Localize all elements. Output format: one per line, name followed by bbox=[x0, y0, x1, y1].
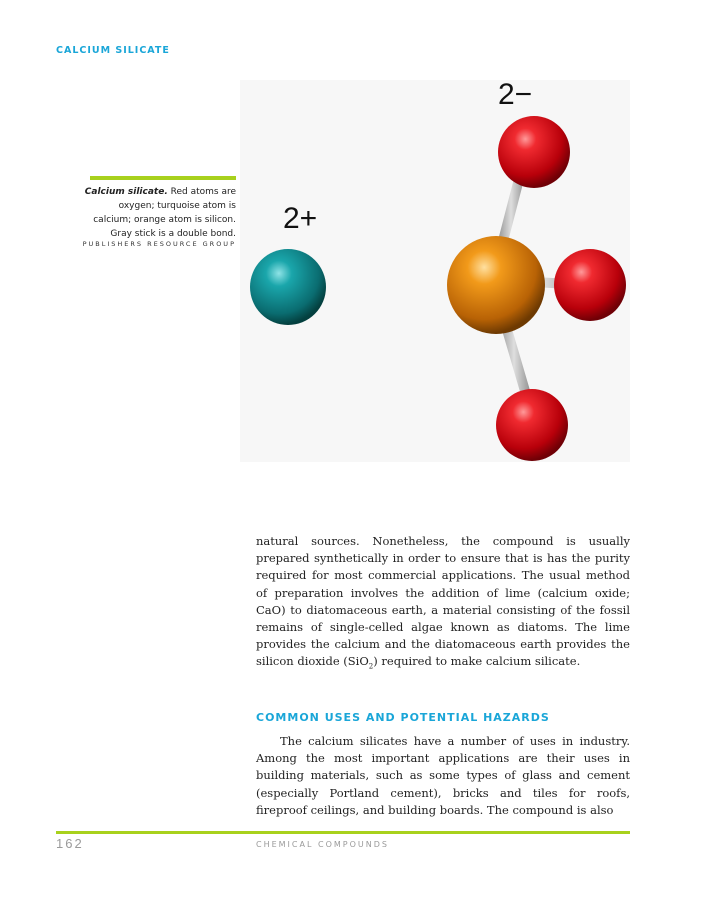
oxygen-atom-bottom bbox=[496, 389, 568, 461]
footer-rule bbox=[56, 831, 630, 834]
cation-charge: 2+ bbox=[283, 202, 318, 235]
caption-text: Red atoms are oxygen; turquoise atom is calcium; orange atom is silicon. Gray stick is a double bond. bbox=[93, 187, 236, 239]
book-title: CHEMICAL COMPOUNDS bbox=[256, 840, 389, 849]
paragraph-1-text-b: ) required to make calcium silicate. bbox=[373, 654, 581, 669]
paragraph-1-text-a: natural sources. Nonetheless, the compound is usually prepared synthetically in order to ensure that is has the purity required for most commercial applications. The usual method of preparation involves the addition of lime (calcium oxide; CaO) to diatomaceous earth, a material consisting of the fossil remains of single-celled algae known as diatoms. The lime provides the calcium and the diatomaceous earth provides the silicon dioxide (SiO bbox=[256, 534, 630, 669]
caption-lead: Calcium silicate. bbox=[84, 187, 168, 197]
silicon-atom bbox=[447, 236, 545, 334]
body-paragraph-2: The calcium silicates have a number of uses in industry. Among the most important applications are their uses in building materials, such as some types of glass and cement (especially Portland cement), bricks and tiles for roofs, fireproof ceilings, and building boards. The compound is also bbox=[256, 734, 630, 817]
molecule-diagram bbox=[240, 80, 630, 462]
running-head: CALCIUM SILICATE bbox=[56, 45, 170, 56]
figure-credit: PUBLISHERS RESOURCE GROUP bbox=[82, 240, 236, 248]
paragraph-1-subscript: 2 bbox=[368, 662, 374, 671]
page-number: 162 bbox=[56, 836, 84, 851]
section-heading: COMMON USES AND POTENTIAL HAZARDS bbox=[256, 711, 550, 724]
calcium-atom bbox=[250, 249, 326, 325]
anion-charge: 2− bbox=[498, 78, 533, 111]
molecule-figure bbox=[240, 80, 630, 462]
body-paragraph-1 bbox=[256, 533, 630, 676]
oxygen-atom-top bbox=[498, 116, 570, 188]
oxygen-atom-right bbox=[554, 249, 626, 321]
figure-caption bbox=[80, 185, 236, 241]
caption-rule bbox=[90, 176, 236, 180]
